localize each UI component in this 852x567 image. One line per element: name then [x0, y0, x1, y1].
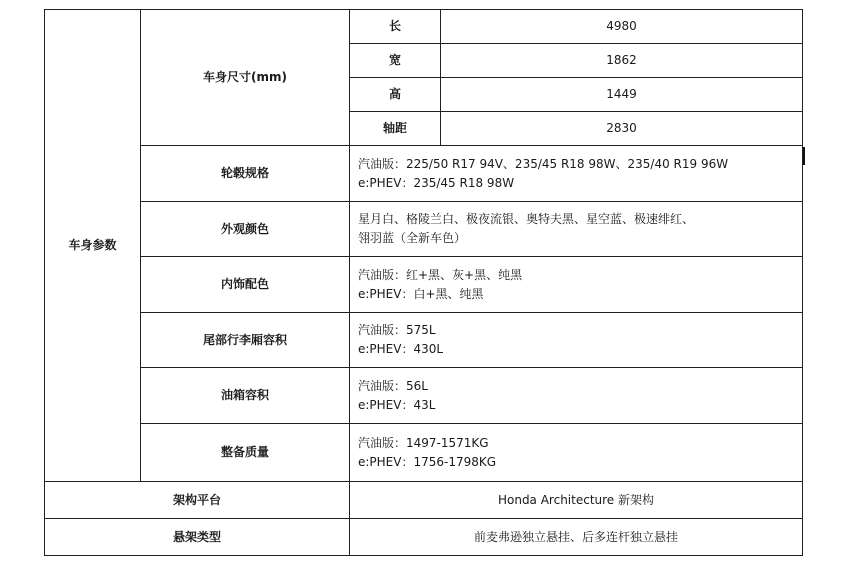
table-row	[45, 482, 803, 519]
row-label: 尾部行李厢容积	[141, 313, 350, 368]
row-value	[350, 368, 803, 424]
spec-table	[44, 9, 803, 556]
table-row	[45, 146, 803, 202]
dimension-name: 高	[350, 78, 441, 112]
table-row	[45, 10, 803, 44]
row-value	[350, 146, 803, 202]
text-cursor	[803, 147, 805, 165]
dimension-value: 1449	[441, 78, 803, 112]
row-value	[350, 202, 803, 257]
table-row	[45, 368, 803, 424]
row-label: 整备质量	[141, 424, 350, 482]
value-line: e:PHEV：43L	[358, 397, 436, 412]
value-line: e:PHEV：白+黑、纯黑	[358, 286, 484, 301]
value-line: 汽油版：1497-1571KG	[358, 435, 489, 450]
dimension-value: 4980	[441, 10, 803, 44]
table-row	[45, 257, 803, 313]
value-line: 星月白、格陵兰白、极夜流银、奥特夫黑、星空蓝、极速绯红、	[358, 212, 695, 226]
table-row	[45, 519, 803, 556]
value-line: e:PHEV：235/45 R18 98W	[358, 175, 515, 190]
table-row	[45, 313, 803, 368]
value-line: 汽油版：575L	[358, 323, 436, 337]
dimension-value: 2830	[441, 112, 803, 146]
dimension-name: 轴距	[350, 112, 441, 146]
dimension-name: 长	[350, 10, 441, 44]
row-value	[350, 313, 803, 368]
table-row	[45, 202, 803, 257]
group-cell: 车身参数	[45, 10, 141, 482]
value-line: 翎羽蓝（全新车色）	[358, 231, 467, 245]
dimensions-label: 车身尺寸(mm)	[141, 10, 350, 146]
suspension-value: 前麦弗逊独立悬挂、后多连杆独立悬挂	[350, 519, 803, 556]
dimension-value: 1862	[441, 44, 803, 78]
platform-label: 架构平台	[45, 482, 350, 519]
value-line: e:PHEV：430L	[358, 342, 444, 356]
dimension-name: 宽	[350, 44, 441, 78]
suspension-label: 悬架类型	[45, 519, 350, 556]
row-label: 外观颜色	[141, 202, 350, 257]
value-line: e:PHEV：1756-1798KG	[358, 454, 497, 469]
row-label: 轮毂规格	[141, 146, 350, 202]
value-line: 汽油版：56L	[358, 378, 428, 393]
platform-value: Honda Architecture 新架构	[350, 482, 803, 519]
value-line: 汽油版：225/50 R17 94V、235/45 R18 98W、235/40 R19 96W	[358, 156, 729, 171]
table-row	[45, 424, 803, 482]
row-value	[350, 257, 803, 313]
row-label: 内饰配色	[141, 257, 350, 313]
row-value	[350, 424, 803, 482]
value-line: 汽油版：红+黑、灰+黑、纯黑	[358, 267, 523, 282]
row-label: 油箱容积	[141, 368, 350, 424]
